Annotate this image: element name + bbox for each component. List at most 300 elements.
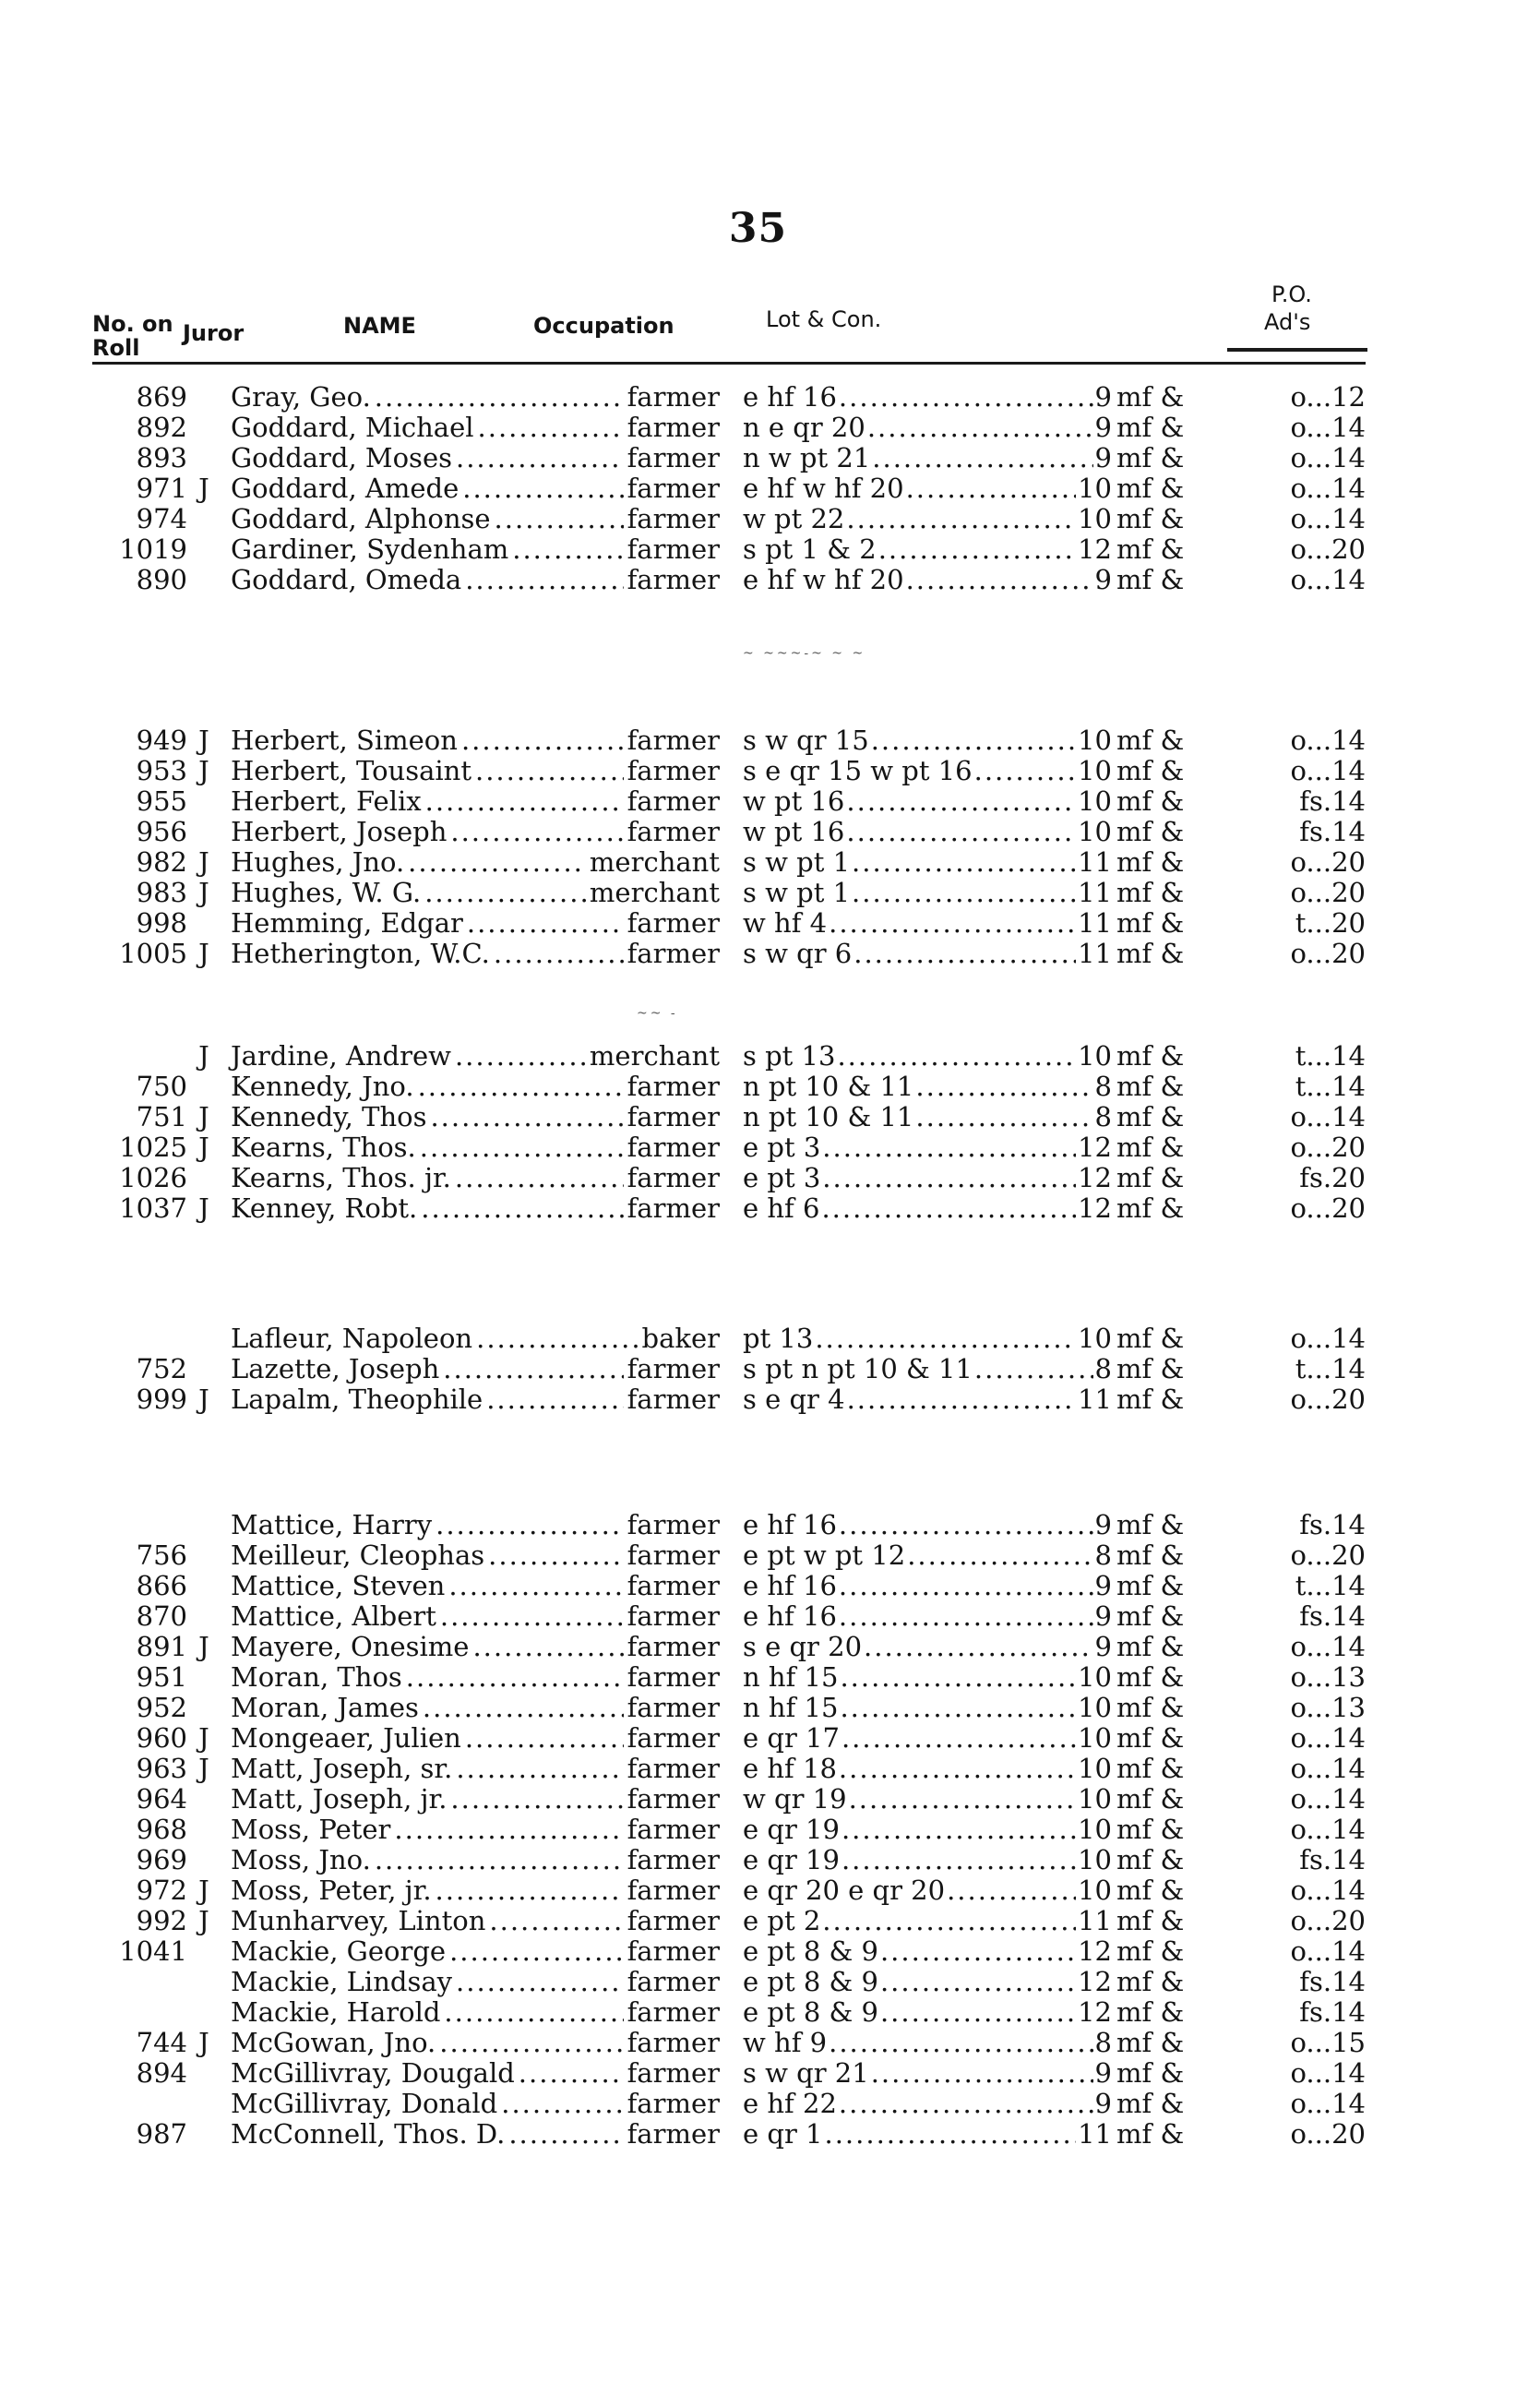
status-po [1116, 1693, 1366, 1723]
status-po [1116, 1324, 1366, 1354]
resident-name: Hughes, Jno. [231, 846, 405, 878]
lot-concession [743, 1815, 1112, 1845]
occupation: farmer [627, 1384, 720, 1415]
mf-status: mf & [1116, 564, 1185, 595]
name-occupation [231, 2089, 720, 2119]
concession: 10 [1078, 785, 1112, 817]
resident-name: Gardiner, Sydenham [231, 533, 509, 565]
leader-dots [436, 1875, 624, 1906]
mf-status: mf & [1116, 1753, 1185, 1784]
concession: 11 [1078, 877, 1112, 908]
mf-status: mf & [1116, 816, 1185, 847]
lot: e pt 8 & 9 [743, 1966, 878, 1997]
status-po [1116, 1571, 1366, 1601]
roll-number: 956 [136, 816, 187, 847]
table-row [0, 1693, 1516, 1723]
mf-status: mf & [1116, 412, 1185, 443]
table-row [0, 1041, 1516, 1072]
resident-name: Munharvey, Linton [231, 1905, 486, 1936]
lot: e qr 20 e qr 20 [743, 1875, 946, 1906]
occupation: farmer [627, 2057, 720, 2089]
header-juror: Juror [183, 320, 245, 346]
lot: e hf 16 [743, 1600, 837, 1632]
leader-dots [425, 786, 624, 817]
name-occupation [231, 1632, 720, 1662]
lot-concession [743, 1632, 1112, 1662]
name-occupation [231, 443, 720, 473]
status-po [1116, 565, 1366, 595]
lot: e hf 6 [743, 1192, 820, 1224]
occupation: farmer [627, 1071, 720, 1102]
lot: e qr 19 [743, 1814, 840, 1845]
resident-name: Goddard, Michael [231, 412, 474, 443]
mf-status: mf & [1116, 381, 1185, 413]
leader-dots [853, 939, 1076, 969]
status-po [1116, 786, 1366, 817]
status-po [1116, 2028, 1366, 2058]
lot-concession [743, 1072, 1112, 1102]
concession: 11 [1078, 1384, 1112, 1415]
lot: e hf 16 [743, 381, 837, 413]
leader-dots [880, 1997, 1076, 2028]
juror-mark: J [198, 1101, 209, 1132]
status-po [1116, 725, 1366, 756]
juror-mark: J [198, 1040, 209, 1072]
table-row [0, 1723, 1516, 1754]
leader-dots [455, 1163, 624, 1193]
header-rule [92, 362, 1366, 365]
concession: 12 [1078, 533, 1112, 565]
lot-concession [743, 382, 1112, 413]
roll-number: 949 [136, 725, 187, 756]
table-row [0, 756, 1516, 786]
concession: 8 [1094, 1071, 1112, 1102]
lot-concession [743, 1723, 1112, 1754]
table-row [0, 878, 1516, 908]
occupation: farmer [627, 564, 720, 595]
leader-dots [450, 1784, 623, 1815]
lot: n hf 15 [743, 1692, 839, 1723]
leader-dots [867, 413, 1093, 443]
lot: s w pt 1 [743, 846, 851, 878]
concession: 8 [1094, 2027, 1112, 2058]
mf-status: mf & [1116, 1132, 1185, 1163]
table-row [0, 2089, 1516, 2119]
leader-dots [488, 1540, 623, 1571]
section-h [0, 725, 1516, 969]
status-po [1116, 1723, 1366, 1754]
lot-concession [743, 1193, 1112, 1224]
status-po [1116, 473, 1366, 504]
mf-status: mf & [1116, 938, 1185, 969]
occupation: farmer [627, 725, 720, 756]
post-office: o...14 [1290, 755, 1366, 786]
occupation: farmer [627, 1132, 720, 1163]
name-occupation [231, 1354, 720, 1384]
lot: e hf 16 [743, 1570, 837, 1601]
leader-dots [846, 504, 1076, 534]
roll-number: 974 [136, 503, 187, 534]
table-row [0, 1193, 1516, 1224]
lot: w hf 4 [743, 907, 828, 939]
resident-name: Matt, Joseph, jr. [231, 1783, 448, 1815]
table-row [0, 1815, 1516, 1845]
mf-status: mf & [1116, 1539, 1185, 1571]
mf-status: mf & [1116, 442, 1185, 473]
post-office: o...15 [1290, 2027, 1366, 2058]
mf-status: mf & [1116, 533, 1185, 565]
occupation: farmer [627, 412, 720, 443]
leader-dots [421, 1193, 623, 1224]
roll-number: 968 [136, 1814, 187, 1845]
lot-concession [743, 565, 1112, 595]
resident-name: Mayere, Onesime [231, 1631, 470, 1662]
mf-status: mf & [1116, 1844, 1185, 1875]
leader-dots [476, 1324, 638, 1354]
roll-number: 744 [136, 2027, 187, 2058]
post-office: o...14 [1290, 1875, 1366, 1906]
post-office: o...14 [1290, 1323, 1366, 1354]
occupation: farmer [627, 1600, 720, 1632]
concession: 12 [1078, 1132, 1112, 1163]
resident-name: Moss, Peter [231, 1814, 391, 1845]
name-occupation [231, 1540, 720, 1571]
juror-mark: J [198, 755, 209, 786]
header-name: NAME [343, 313, 416, 339]
status-po [1116, 413, 1366, 443]
post-office: o...20 [1290, 1539, 1366, 1571]
concession: 10 [1078, 1722, 1112, 1754]
post-office: o...14 [1290, 2057, 1366, 2089]
status-po [1116, 2119, 1366, 2150]
status-po [1116, 1662, 1366, 1693]
lot: n w pt 21 [743, 442, 871, 473]
name-occupation [231, 1967, 720, 1997]
lot-concession [743, 1601, 1112, 1632]
lot-concession [743, 1324, 1112, 1354]
occupation: farmer [627, 473, 720, 504]
concession: 10 [1078, 1323, 1112, 1354]
post-office: o...20 [1290, 533, 1366, 565]
lot: e hf w hf 20 [743, 564, 904, 595]
header-ads: Ad's [1264, 309, 1311, 335]
name-occupation [231, 382, 720, 413]
leader-dots [840, 1693, 1076, 1723]
status-po [1116, 1384, 1366, 1415]
status-po [1116, 1601, 1366, 1632]
roll-number: 870 [136, 1600, 187, 1632]
leader-dots [864, 1632, 1093, 1662]
lot-concession [743, 2028, 1112, 2058]
name-occupation [231, 1163, 720, 1193]
table-row [0, 443, 1516, 473]
lot-concession [743, 786, 1112, 817]
leader-dots [508, 2119, 623, 2150]
leader-dots [489, 1906, 623, 1936]
leader-dots [824, 2119, 1076, 2150]
table-row [0, 1384, 1516, 1415]
concession: 11 [1078, 907, 1112, 939]
occupation: farmer [627, 785, 720, 817]
leader-dots [842, 1723, 1076, 1754]
status-po [1116, 1102, 1366, 1132]
leader-dots [512, 534, 623, 565]
leader-dots [974, 756, 1076, 786]
occupation: farmer [627, 816, 720, 847]
status-po [1116, 817, 1366, 847]
leader-dots [443, 1354, 623, 1384]
lot-concession [743, 847, 1112, 878]
mf-status: mf & [1116, 1875, 1185, 1906]
lot-concession [743, 1132, 1112, 1163]
lot: e hf 22 [743, 2088, 837, 2119]
occupation: farmer [627, 1753, 720, 1784]
lot-concession [743, 1967, 1112, 1997]
lot: s pt 13 [743, 1040, 836, 1072]
status-po [1116, 847, 1366, 878]
concession: 8 [1094, 1101, 1112, 1132]
mf-status: mf & [1116, 1692, 1185, 1723]
mf-status: mf & [1116, 503, 1185, 534]
leader-dots [465, 565, 623, 595]
status-po [1116, 756, 1366, 786]
juror-mark: J [198, 877, 209, 908]
post-office: fs.14 [1299, 1966, 1366, 1997]
table-row [0, 1754, 1516, 1784]
resident-name: McGillivray, Donald [231, 2088, 498, 2119]
name-occupation [231, 1723, 720, 1754]
post-office: o...20 [1290, 846, 1366, 878]
leader-dots [394, 1815, 623, 1845]
resident-name: Lazette, Joseph [231, 1353, 440, 1384]
lot-concession [743, 1571, 1112, 1601]
concession: 9 [1094, 1570, 1112, 1601]
occupation: farmer [627, 1966, 720, 1997]
leader-dots [907, 1540, 1092, 1571]
post-office: o...14 [1290, 1783, 1366, 1815]
occupation: merchant [589, 877, 720, 908]
leader-dots [448, 1571, 623, 1601]
roll-number: 1026 [119, 1162, 187, 1193]
table-row [0, 1601, 1516, 1632]
lot-concession [743, 1354, 1112, 1384]
leader-dots [472, 1632, 623, 1662]
juror-mark: J [198, 1722, 209, 1754]
roll-number: 971 [136, 473, 187, 504]
roll-number: 1005 [119, 938, 187, 969]
roll-number: 1037 [119, 1192, 187, 1224]
lot: s pt n pt 10 & 11 [743, 1353, 973, 1384]
mf-status: mf & [1116, 1353, 1185, 1384]
name-occupation [231, 1693, 720, 1723]
concession: 10 [1078, 725, 1112, 756]
name-occupation [231, 1384, 720, 1415]
leader-dots [880, 1936, 1076, 1967]
mf-status: mf & [1116, 2118, 1185, 2150]
concession: 12 [1078, 1996, 1112, 2028]
mf-status: mf & [1116, 1384, 1185, 1415]
name-occupation [231, 1601, 720, 1632]
leader-dots [822, 1163, 1076, 1193]
lot-concession [743, 1784, 1112, 1815]
table-row [0, 413, 1516, 443]
roll-number: 893 [136, 442, 187, 473]
leader-dots [450, 817, 623, 847]
concession: 9 [1094, 412, 1112, 443]
leader-dots [871, 725, 1076, 756]
leader-dots [486, 1384, 623, 1415]
status-po [1116, 1072, 1366, 1102]
lot-concession [743, 1906, 1112, 1936]
status-po [1116, 1754, 1366, 1784]
table-row [0, 2028, 1516, 2058]
name-occupation [231, 534, 720, 565]
section-g [0, 382, 1516, 595]
status-po [1116, 1354, 1366, 1384]
table-row [0, 1540, 1516, 1571]
occupation: farmer [627, 1783, 720, 1815]
roll-number: 869 [136, 381, 187, 413]
roll-number: 866 [136, 1570, 187, 1601]
mf-status: mf & [1116, 1323, 1185, 1354]
leader-dots [815, 1324, 1076, 1354]
resident-name: Moss, Peter, jr. [231, 1875, 432, 1906]
post-office: o...14 [1290, 442, 1366, 473]
status-po [1116, 1163, 1366, 1193]
resident-name: Kearns, Thos. jr. [231, 1162, 451, 1193]
table-row [0, 1510, 1516, 1540]
leader-dots [852, 847, 1076, 878]
lot-concession [743, 725, 1112, 756]
leader-dots [461, 725, 624, 756]
juror-mark: J [198, 846, 209, 878]
status-po [1116, 1875, 1366, 1906]
resident-name: Goddard, Omeda [231, 564, 462, 595]
leader-dots [872, 443, 1092, 473]
leader-dots [430, 1102, 623, 1132]
name-occupation [231, 1324, 720, 1354]
leader-dots [846, 786, 1076, 817]
status-po [1116, 504, 1366, 534]
leader-dots [846, 817, 1076, 847]
occupation: farmer [627, 1844, 720, 1875]
post-office: o...14 [1290, 503, 1366, 534]
name-occupation [231, 786, 720, 817]
concession: 9 [1094, 1631, 1112, 1662]
lot: e qr 17 [743, 1722, 840, 1754]
occupation: farmer [627, 1509, 720, 1540]
resident-name: Herbert, Simeon [231, 725, 458, 756]
lot-concession [743, 756, 1112, 786]
lot: w pt 16 [743, 785, 845, 817]
occupation: farmer [627, 1692, 720, 1723]
name-occupation [231, 878, 720, 908]
name-occupation [231, 413, 720, 443]
post-office: o...14 [1290, 1935, 1366, 1967]
separator-mark: ~ ~~~-~ ~ ~ [743, 646, 866, 661]
concession: 12 [1078, 1935, 1112, 1967]
name-occupation [231, 908, 720, 939]
mf-status: mf & [1116, 1905, 1185, 1936]
lot-concession [743, 1693, 1112, 1723]
concession: 10 [1078, 503, 1112, 534]
lot: pt 13 [743, 1323, 814, 1354]
occupation: farmer [627, 1875, 720, 1906]
occupation: farmer [627, 1570, 720, 1601]
table-row [0, 2119, 1516, 2150]
resident-name: Matt, Joseph, sr. [231, 1753, 453, 1784]
mf-status: mf & [1116, 1162, 1185, 1193]
table-row [0, 1875, 1516, 1906]
mf-status: mf & [1116, 755, 1185, 786]
leader-dots [947, 1875, 1076, 1906]
juror-mark: J [198, 473, 209, 504]
concession: 10 [1078, 1661, 1112, 1693]
mf-status: mf & [1116, 2088, 1185, 2119]
lot-concession [743, 1384, 1112, 1415]
lot-concession [743, 1662, 1112, 1693]
status-po [1116, 1132, 1366, 1163]
resident-name: Hemming, Edgar [231, 907, 463, 939]
resident-name: McGowan, Jno. [231, 2027, 436, 2058]
leader-dots [829, 908, 1076, 939]
name-occupation [231, 1997, 720, 2028]
leader-dots [462, 473, 623, 504]
mf-status: mf & [1116, 2057, 1185, 2089]
status-po [1116, 1815, 1366, 1845]
mf-status: mf & [1116, 725, 1185, 756]
resident-name: Kearns, Thos. [231, 1132, 416, 1163]
concession: 10 [1078, 1040, 1112, 1072]
name-occupation [231, 1906, 720, 1936]
roll-number: 982 [136, 846, 187, 878]
lot: e pt 8 & 9 [743, 1935, 878, 1967]
roll-number: 951 [136, 1661, 187, 1693]
post-office: o...14 [1290, 725, 1366, 756]
lot: e pt 8 & 9 [743, 1996, 878, 2028]
lot-concession [743, 2058, 1112, 2089]
post-office: o...14 [1290, 2088, 1366, 2119]
lot-concession [743, 443, 1112, 473]
resident-name: Moran, Thos [231, 1661, 402, 1693]
concession: 9 [1094, 1509, 1112, 1540]
post-office: t...14 [1295, 1570, 1366, 1601]
name-occupation [231, 756, 720, 786]
lot-concession [743, 1102, 1112, 1132]
lot: s pt 1 & 2 [743, 533, 877, 565]
table-row [0, 1967, 1516, 1997]
juror-mark: J [198, 1905, 209, 1936]
concession: 10 [1078, 1783, 1112, 1815]
resident-name: Lapalm, Theophile [231, 1384, 483, 1415]
resident-name: Gray, Geo. [231, 381, 371, 413]
name-occupation [231, 1662, 720, 1693]
lot: w hf 9 [743, 2027, 828, 2058]
post-office: o...20 [1290, 1192, 1366, 1224]
concession: 9 [1094, 1600, 1112, 1632]
leader-dots [839, 2089, 1093, 2119]
roll-number: 955 [136, 785, 187, 817]
roll-number: 963 [136, 1753, 187, 1784]
table-row [0, 2058, 1516, 2089]
resident-name: Goddard, Amede [231, 473, 460, 504]
table-row [0, 817, 1516, 847]
juror-mark: J [198, 1875, 209, 1906]
table-row [0, 786, 1516, 817]
resident-name: Moran, James [231, 1692, 419, 1723]
status-po [1116, 878, 1366, 908]
resident-name: Mongeaer, Julien [231, 1722, 461, 1754]
